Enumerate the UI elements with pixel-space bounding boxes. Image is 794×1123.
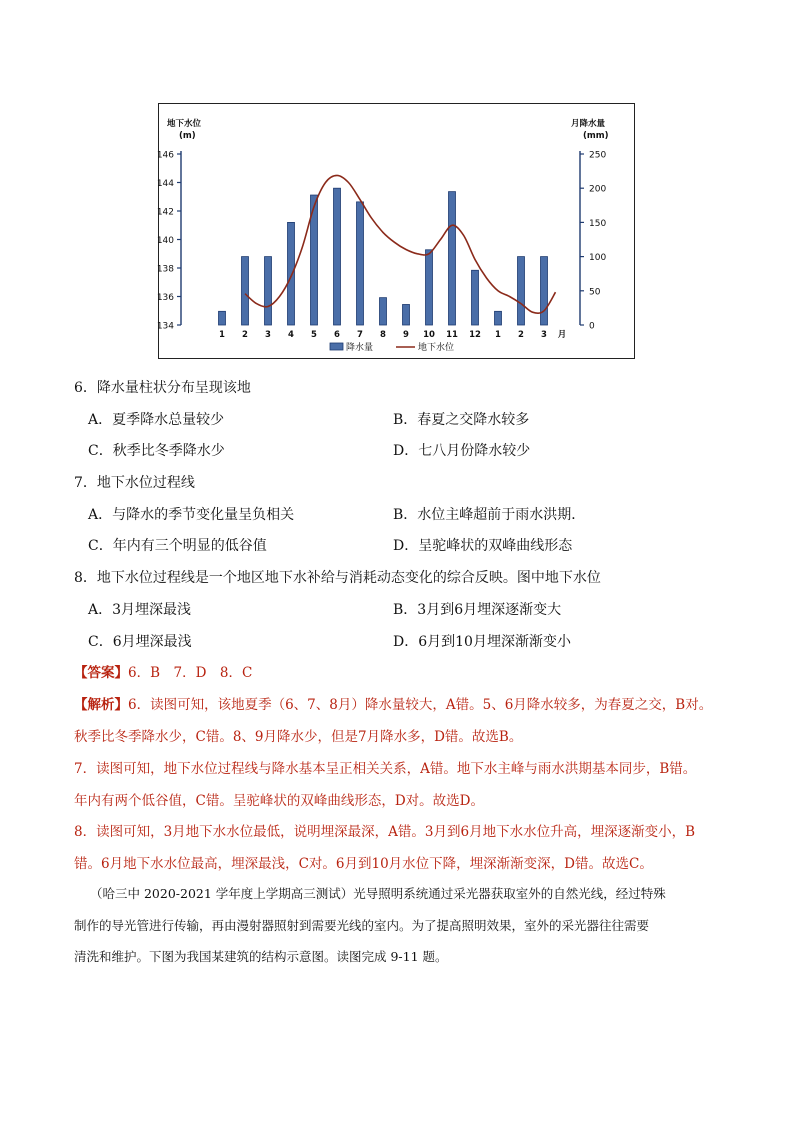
x-tick-label: 11 <box>446 330 458 340</box>
precipitation-bar <box>242 257 249 325</box>
chart-frame <box>158 103 635 359</box>
groundwater-precipitation-chart <box>156 104 636 360</box>
legend-swatch-precipitation <box>330 343 343 350</box>
right-axis-tick-label: 0 <box>589 321 595 332</box>
question-8-stem: 8．地下水位过程线是一个地区地下水补给与消耗动态变化的综合反映。图中地下水位 <box>74 570 601 586</box>
question-7-option-b: B．水位主峰超前于雨水洪期． <box>393 507 586 523</box>
precipitation-bar <box>518 257 525 325</box>
precipitation-bar <box>426 250 433 325</box>
question-7-option-c: C．年内有三个明显的低谷值 <box>88 538 267 554</box>
analysis-line-6: 错。6月地下水水位最高，埋深最浅，C对。6月到10月水位下降，埋深渐渐变深，D错。故选C。 <box>74 856 653 872</box>
question-6-option-c: C．秋季比冬季降水少 <box>88 443 225 459</box>
question-6-option-a: A．夏季降水总量较少 <box>88 412 225 428</box>
left-axis-tick-label: 136 <box>156 293 174 303</box>
precipitation-bar <box>288 222 295 325</box>
analysis-line-5: 8．读图可知，3月地下水水位最低，说明埋深最深，A错。3月到6月地下水水位升高，埋深逐渐变小，B <box>74 824 696 840</box>
right-axis-tick-label: 250 <box>589 150 607 161</box>
left-axis-tick-label: 138 <box>156 264 174 275</box>
x-tick-label: 7 <box>357 330 363 340</box>
x-tick-label: 8 <box>380 330 386 340</box>
analysis-line-1 <box>74 695 712 715</box>
question-6-option-b: B．春夏之交降水较多 <box>393 412 530 428</box>
analysis-label: 【解析】 <box>74 697 128 713</box>
precipitation-bar <box>472 270 479 325</box>
precipitation-bar <box>357 202 364 325</box>
x-tick-label: 6 <box>334 330 340 340</box>
precipitation-bar <box>219 311 226 325</box>
question-8-option-a: A．3月埋深最浅 <box>88 602 192 618</box>
x-tick-label: 5 <box>311 330 317 340</box>
left-axis-title: 地下水位 <box>167 119 202 129</box>
legend-label-groundwater: 地下水位 <box>418 343 455 353</box>
intro-line-3: 清洗和维护。下图为我国某建筑的结构示意图。读图完成 9-11 题。 <box>74 949 448 964</box>
analysis-text-1: 6．读图可知，该地夏季（6、7、8月）降水量较大，A错。5、6月降水较多，为春夏之交，B对。 <box>128 697 713 713</box>
left-axis-unit: (m) <box>179 131 196 141</box>
legend-label-precipitation: 降水量 <box>346 343 374 353</box>
precipitation-bar <box>265 257 272 325</box>
right-axis-tick-label: 150 <box>589 218 607 229</box>
precipitation-bar <box>334 188 341 325</box>
precipitation-bar <box>449 192 456 325</box>
right-axis-tick-label: 200 <box>589 184 607 195</box>
x-tick-label: 9 <box>403 330 409 340</box>
question-7-stem: 7．地下水位过程线 <box>74 475 195 491</box>
analysis-line-2: 秋季比冬季降水少，C错。8、9月降水少，但是7月降水多，D错。故选B。 <box>74 729 523 745</box>
left-axis-tick-label: 146 <box>156 150 174 161</box>
precipitation-bar <box>495 311 502 325</box>
answer-line <box>74 663 252 683</box>
right-axis-tick-label: 100 <box>589 253 607 264</box>
right-axis-tick-label: 50 <box>589 287 601 298</box>
question-6-option-d: D．七八月份降水较少 <box>393 443 531 459</box>
analysis-line-3: 7．读图可知，地下水位过程线与降水基本呈正相关关系，A错。地下水主峰与雨水洪期基本同步，B错。 <box>74 761 697 777</box>
precipitation-bar <box>380 298 387 325</box>
intro-line-1: （哈三中 2020-2021 学年度上学期高三测试）光导照明系统通过采光器获取室外的自然光线，经过特殊 <box>90 886 666 901</box>
left-axis-tick-label: 142 <box>156 207 174 218</box>
x-tick-label: 1 <box>495 330 501 340</box>
x-tick-label: 1 <box>219 330 225 340</box>
intro-line-2: 制作的导光管进行传输，再由漫射器照射到需要光线的室内。为了提高照明效果，室外的采光器往往需要 <box>74 918 650 933</box>
answer-label: 【答案】 <box>74 665 128 681</box>
question-6-stem: 6．降水量柱状分布呈现该地 <box>74 380 251 396</box>
x-tick-label: 3 <box>265 330 271 340</box>
x-tick-label: 2 <box>242 330 248 340</box>
question-7-option-a: A．与降水的季节变化量呈负相关 <box>88 507 295 523</box>
question-7-option-d: D．呈驼峰状的双峰曲线形态 <box>393 538 573 554</box>
right-axis-unit: (mm) <box>583 131 609 141</box>
x-tick-label: 3 <box>541 330 547 340</box>
precipitation-bar <box>541 257 548 325</box>
x-tick-label: 12 <box>469 330 481 340</box>
question-8-option-c: C．6月埋深最浅 <box>88 634 192 650</box>
left-axis-tick-label: 144 <box>156 179 174 189</box>
left-axis-tick-label: 134 <box>156 321 174 332</box>
x-tick-label: 2 <box>518 330 524 340</box>
precipitation-bar <box>403 304 410 325</box>
analysis-line-4: 年内有两个低谷值，C错。呈驼峰状的双峰曲线形态，D对。故选D。 <box>74 793 484 809</box>
x-tick-label: 10 <box>423 330 435 340</box>
answer-text: 6．B 7．D 8．C <box>128 665 253 681</box>
x-tick-label: 4 <box>288 330 294 340</box>
question-8-option-d: D．6月到10月埋深渐渐变小 <box>393 634 571 650</box>
question-8-option-b: B．3月到6月埋深逐渐变大 <box>393 602 562 618</box>
left-axis-tick-label: 140 <box>156 236 174 246</box>
x-axis-unit: 月 <box>557 330 567 340</box>
right-axis-title: 月降水量 <box>571 119 606 129</box>
